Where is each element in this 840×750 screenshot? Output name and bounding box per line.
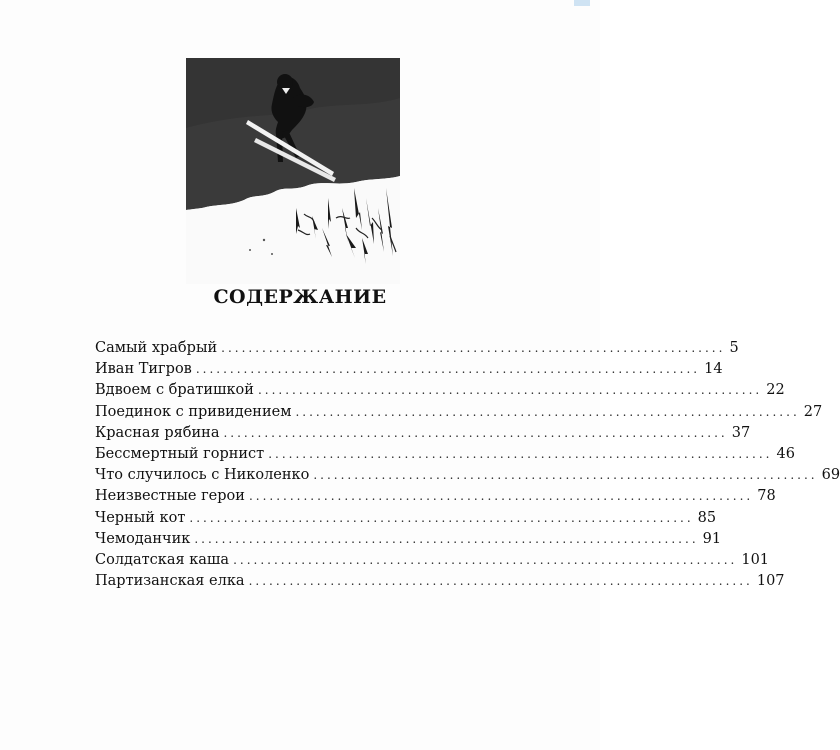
toc-dot-leader: .......................................................................... [194,531,699,546]
toc-entry-page: 91 [702,530,722,547]
toc-entry[interactable] [95,529,722,550]
toc-dot-leader: .......................................................................... [248,489,754,504]
toc-entry-page: 5 [729,340,739,356]
toc-dot-leader: .......................................................................... [313,468,818,483]
toc-entry-page: 37 [731,424,751,441]
toc-entry-title: Солдатская каша [95,551,230,568]
toc-entry-title: Поединок с привидением [95,403,292,420]
toc-entry[interactable] [95,571,785,592]
toc-entry-page: 69 [821,467,840,484]
toc-entry[interactable] [95,380,785,401]
toc-entry-title: Чемоданчик [95,530,191,547]
toc-entry-title: Неизвестные герои [95,488,245,505]
toc-entry-title: Вдвоем с братишкой [95,382,254,399]
toc-entry[interactable] [95,444,795,465]
toc-entry[interactable] [95,402,823,423]
toc-entry[interactable] [95,465,840,486]
toc-entry-title: Бессмертный горнист [95,445,265,462]
toc-entry-page: 22 [766,382,785,399]
toc-dot-leader: .......................................................................... [295,404,800,419]
toc-entry-title: Партизанская елка [95,573,245,590]
toc-title: СОДЕРЖАНИЕ [213,286,387,308]
scan-corner-mark [574,0,590,6]
toc-entry-title: Что случилось с Николенко [95,467,310,484]
toc-dot-leader: .......................................................................... [223,425,728,440]
toc-entry[interactable] [95,423,751,444]
toc-dot-leader: .......................................................................... [195,362,701,377]
toc-entry-title: Красная рябина [95,424,220,441]
toc-entry-page: 85 [697,509,717,526]
toc-entry[interactable] [95,508,717,529]
toc-entry[interactable] [95,550,770,571]
toc-entry[interactable] [95,359,723,380]
toc-entry[interactable] [95,486,776,507]
toc-dot-leader: .......................................................................... [221,341,726,355]
toc-entry-title: Черный кот [95,509,186,526]
toc-dot-leader: .......................................................................... [268,446,773,461]
toc-entry-page: 107 [756,573,785,590]
toc-entry[interactable] [95,338,739,359]
toc-dot-leader: .......................................................................... [189,510,694,525]
toc-dot-leader: .......................................................................... [248,574,753,589]
toc-entry-title: Иван Тигров [95,361,192,378]
toc-entry-page: 14 [704,361,723,378]
toc-dot-leader: .......................................................................... [257,383,763,398]
toc-entry-page: 27 [803,403,823,420]
skier-illustration [186,58,400,284]
toc-entry-title: Самый храбрый [95,340,218,356]
toc-dot-leader: .......................................................................... [233,552,738,567]
toc-entry-page: 78 [757,488,776,505]
table-of-contents [95,338,840,592]
toc-entry-page: 101 [741,551,770,568]
toc-entry-page: 46 [776,445,795,462]
